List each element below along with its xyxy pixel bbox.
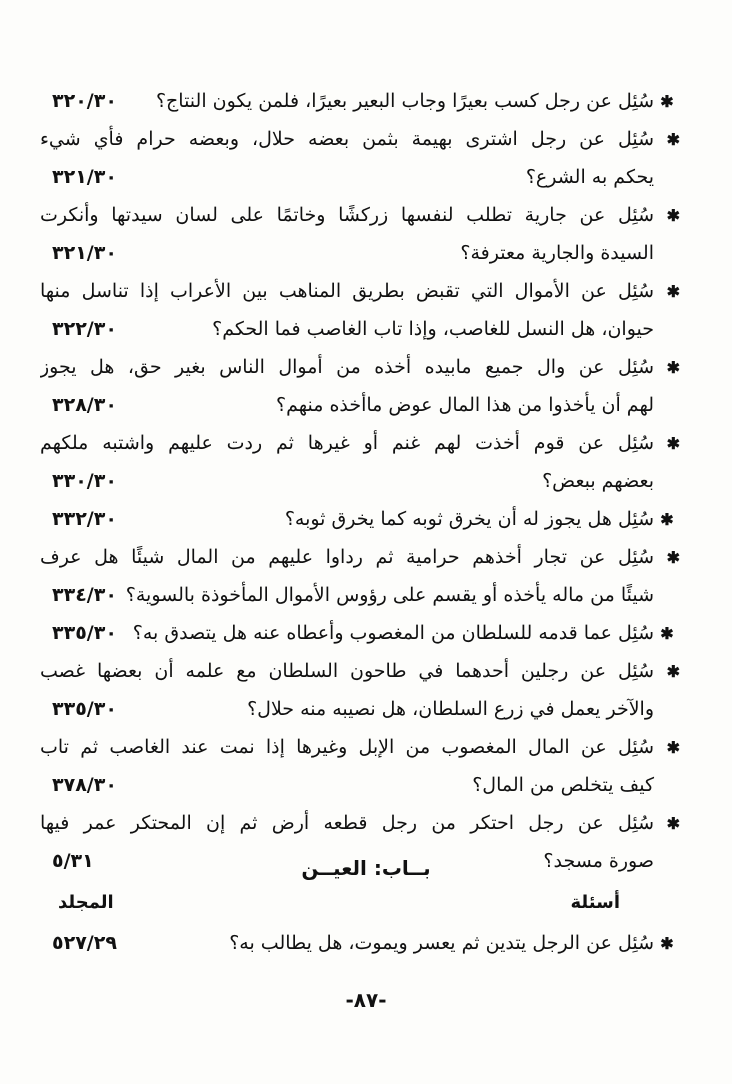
question-text: لهم أن يأخذوا من هذا المال عوض ماأخذه منهم؟ bbox=[276, 394, 654, 416]
asterisk-bullet-icon: ✱ bbox=[660, 92, 674, 111]
question-entry bbox=[40, 500, 680, 538]
question-entry bbox=[40, 614, 680, 652]
question-line bbox=[40, 120, 680, 158]
asterisk-bullet-icon: ✱ bbox=[660, 934, 674, 953]
question-line bbox=[40, 728, 680, 766]
asterisk-bullet-icon: ✱ bbox=[666, 548, 680, 567]
section-title: بــاب: العيــن bbox=[301, 856, 431, 880]
question-text: سُئِل عن الأموال التي تقبض بطريق المناهب بين الأعراب إذا تناسل منها bbox=[40, 280, 654, 302]
question-line bbox=[40, 196, 680, 234]
asterisk-bullet-icon: ✱ bbox=[666, 662, 680, 681]
question-line bbox=[40, 82, 680, 120]
question-entry bbox=[40, 424, 680, 500]
question-text: سُئِل عن جارية تطلب لنفسها زركشًا وخاتمًا على لسان سيدتها وأنكرت bbox=[40, 204, 654, 226]
volume-page-reference: ٣٣٥/٣٠ bbox=[52, 622, 117, 644]
question-text: سُئِل عن الرجل يتدين ثم يعسر ويموت، هل يطالب به؟ bbox=[229, 932, 654, 954]
question-text: يحكم به الشرع؟ bbox=[525, 166, 654, 188]
question-text: سُئِل عن تجار أخذهم حرامية ثم رداوا عليهم من المال شيئًا هل عرف bbox=[40, 546, 654, 568]
question-line bbox=[40, 424, 680, 462]
question-text: سُئِل هل يجوز له أن يخرق ثوبه كما يخرق ثوبه؟ bbox=[284, 508, 654, 530]
question-line bbox=[40, 652, 680, 690]
volume-page-reference: ٣٣٠/٣٠ bbox=[52, 470, 117, 492]
volume-page-reference: ٣٢٨/٣٠ bbox=[52, 394, 117, 416]
question-line bbox=[40, 766, 680, 804]
question-entry bbox=[40, 272, 680, 348]
volume-page-reference: ٣٣٢/٣٠ bbox=[52, 508, 117, 530]
question-text: صورة مسجد؟ bbox=[543, 850, 654, 872]
question-line bbox=[40, 690, 680, 728]
asterisk-bullet-icon: ✱ bbox=[666, 206, 680, 225]
question-text: السيدة والجارية معترفة؟ bbox=[460, 242, 654, 264]
asterisk-bullet-icon: ✱ bbox=[666, 282, 680, 301]
asterisk-bullet-icon: ✱ bbox=[666, 130, 680, 149]
question-line bbox=[40, 538, 680, 576]
question-text: سُئِل عن رجل احتكر من رجل قطعه أرض ثم إن المحتكر عمر فيها bbox=[40, 812, 654, 834]
question-entry bbox=[40, 652, 680, 728]
question-entry bbox=[40, 348, 680, 424]
asterisk-bullet-icon: ✱ bbox=[666, 434, 680, 453]
question-text: سُئِل عن رجل كسب بعيرًا وجاب البعير بعيرًا، فلمن يكون النتاج؟ bbox=[155, 90, 654, 112]
question-line bbox=[40, 348, 680, 386]
page-number: -٨٧- bbox=[345, 988, 387, 1012]
question-line bbox=[40, 614, 680, 652]
question-line bbox=[40, 272, 680, 310]
question-text: حيوان، هل النسل للغاصب، وإذا تاب الغاصب فما الحكم؟ bbox=[212, 318, 654, 340]
question-line bbox=[40, 234, 680, 272]
question-text: سُئِل عن رجلين أحدهما في طاحون السلطان مع علمه أن بعضها غصب bbox=[40, 660, 654, 682]
volume-column-header: المجلد bbox=[58, 892, 114, 913]
question-text: سُئِل عما قدمه للسلطان من المغصوب وأعطاه عنه هل يتصدق به؟ bbox=[132, 622, 654, 644]
asterisk-bullet-icon: ✱ bbox=[666, 814, 680, 833]
volume-page-reference: ٣٢١/٣٠ bbox=[52, 242, 117, 264]
question-text: بعضهم ببعض؟ bbox=[542, 470, 654, 492]
asterisk-bullet-icon: ✱ bbox=[666, 738, 680, 757]
volume-page-reference: ٥٢٧/٢٩ bbox=[52, 932, 117, 954]
question-text: كيف يتخلص من المال؟ bbox=[472, 774, 654, 796]
asterisk-bullet-icon: ✱ bbox=[666, 358, 680, 377]
questions-column-header: أسئلة bbox=[570, 892, 620, 913]
question-line bbox=[40, 804, 680, 842]
question-line bbox=[40, 310, 680, 348]
volume-page-reference: ٣٢١/٣٠ bbox=[52, 166, 117, 188]
question-line bbox=[40, 158, 680, 196]
question-text: شيئًا من ماله يأخذه أو يقسم على رؤوس الأموال المأخوذة بالسوية؟ bbox=[125, 584, 654, 606]
question-text: سُئِل عن المال المغصوب من الإبل وغيرها إذا نمت عند الغاصب ثم تاب bbox=[40, 736, 654, 758]
volume-page-reference: ٣٢٢/٣٠ bbox=[52, 318, 117, 340]
question-text: سُئِل عن رجل اشترى بهيمة بثمن بعضه حلال، وبعضه حرام فأي شيء bbox=[40, 128, 654, 150]
question-entry bbox=[40, 196, 680, 272]
question-line bbox=[40, 924, 680, 962]
question-line bbox=[40, 386, 680, 424]
question-line bbox=[40, 462, 680, 500]
question-line bbox=[40, 576, 680, 614]
volume-page-reference: ٥/٣١ bbox=[52, 850, 94, 872]
volume-page-reference: ٣٣٤/٣٠ bbox=[52, 584, 117, 606]
question-text: والآخر يعمل في زرع السلطان، هل نصيبه منه حلال؟ bbox=[247, 698, 654, 720]
question-entry bbox=[40, 120, 680, 196]
question-line bbox=[40, 500, 680, 538]
question-text: سُئِل عن قوم أخذت لهم غنم أو غيرها ثم ردت عليهم واشتبه ملكهم bbox=[40, 432, 654, 454]
question-entry bbox=[40, 538, 680, 614]
question-text: سُئِل عن وال جميع مابيده أخذه من أموال الناس بغير حق، هل يجوز bbox=[40, 356, 654, 378]
volume-page-reference: ٣٧٨/٣٠ bbox=[52, 774, 117, 796]
question-entry bbox=[40, 924, 680, 962]
question-entry bbox=[40, 82, 680, 120]
volume-page-reference: ٣٣٥/٣٠ bbox=[52, 698, 117, 720]
asterisk-bullet-icon: ✱ bbox=[660, 510, 674, 529]
question-entry bbox=[40, 728, 680, 804]
volume-page-reference: ٣٢٠/٣٠ bbox=[52, 90, 117, 112]
asterisk-bullet-icon: ✱ bbox=[660, 624, 674, 643]
